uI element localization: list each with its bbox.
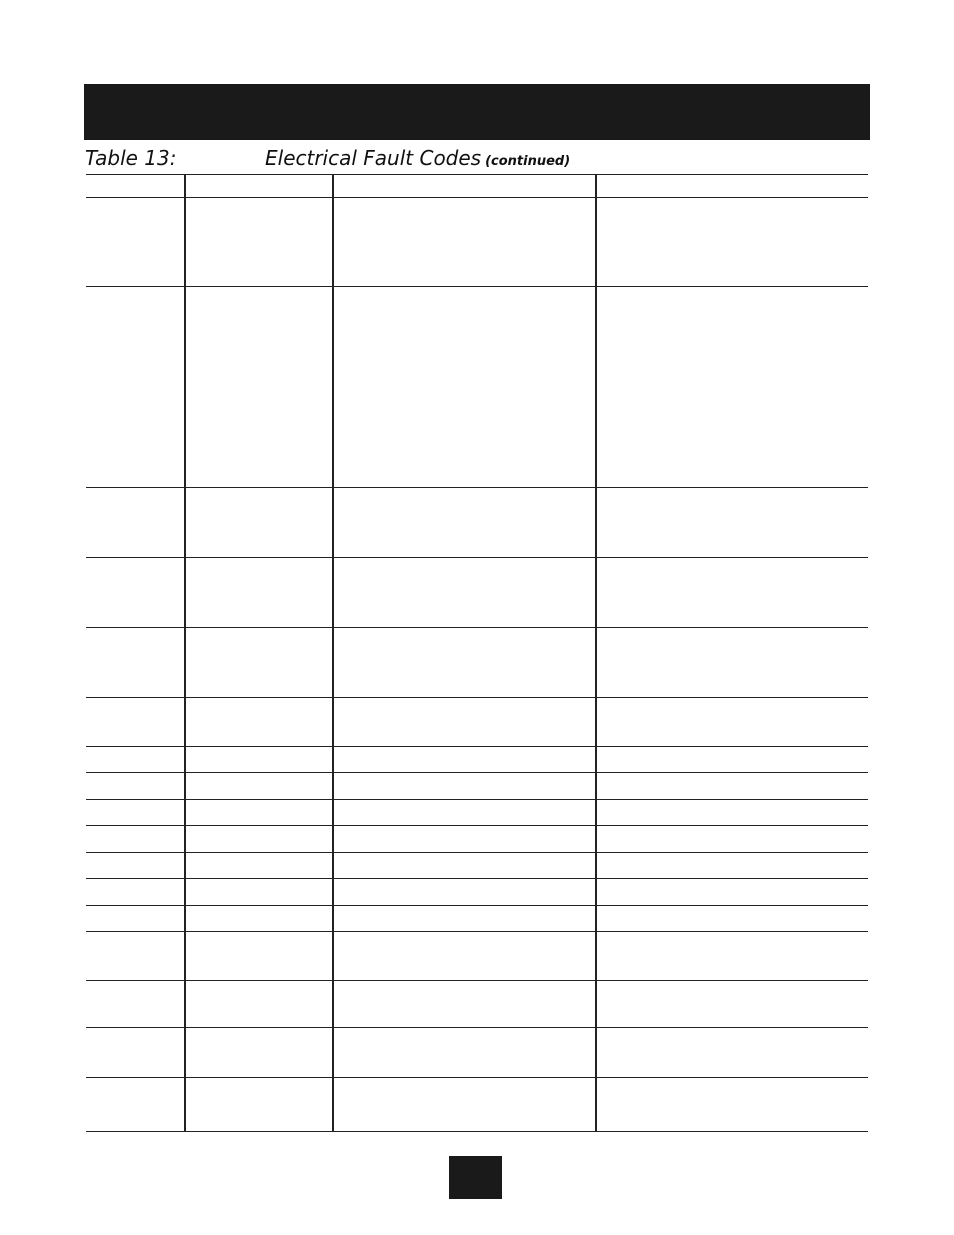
table-cell: [333, 698, 596, 747]
table-cell: [185, 879, 333, 906]
table-cell: [185, 287, 333, 488]
table-cell: [333, 906, 596, 932]
header-cell: [185, 175, 333, 198]
table-cell: [86, 826, 185, 853]
table-cell: [185, 932, 333, 981]
table-cell: [596, 1028, 868, 1078]
table-row: [86, 879, 868, 906]
table-cell: [86, 879, 185, 906]
table-row: [86, 826, 868, 853]
table-cell: [86, 853, 185, 879]
table-cell: [86, 773, 185, 800]
table-cell: [333, 981, 596, 1028]
table-cell: [333, 287, 596, 488]
table-cell: [333, 800, 596, 826]
table-cell: [185, 981, 333, 1028]
table-cell: [86, 558, 185, 628]
table-cell: [333, 853, 596, 879]
table-cell: [86, 1028, 185, 1078]
table-cell: [596, 906, 868, 932]
table-title-note: (continued): [485, 154, 571, 169]
table-cell: [86, 981, 185, 1028]
table-row: [86, 1028, 868, 1078]
table-row: [86, 698, 868, 747]
table-cell: [185, 198, 333, 287]
table-cell: [596, 826, 868, 853]
table-cell: [333, 826, 596, 853]
table-caption: [85, 143, 870, 173]
table-cell: [86, 488, 185, 558]
table-cell: [596, 698, 868, 747]
table-row: [86, 488, 868, 558]
table-cell: [185, 558, 333, 628]
table-cell: [596, 287, 868, 488]
table-cell: [596, 932, 868, 981]
table-cell: [185, 1078, 333, 1132]
table-cell: [333, 1028, 596, 1078]
table-cell: [596, 800, 868, 826]
table-title-text: Electrical Fault Codes: [265, 146, 482, 170]
table-row: [86, 747, 868, 773]
table-cell: [86, 800, 185, 826]
header-cell: [596, 175, 868, 198]
table-row: [86, 287, 868, 488]
table-cell: [333, 932, 596, 981]
table-cell: [86, 198, 185, 287]
table-cell: [596, 773, 868, 800]
table-number: Table 13:: [85, 146, 177, 170]
table-row: [86, 853, 868, 879]
table-cell: [333, 558, 596, 628]
header-cell: [86, 175, 185, 198]
table-cell: [333, 628, 596, 698]
table-title: [265, 146, 570, 170]
table-cell: [185, 1028, 333, 1078]
fault-codes-table: [86, 174, 868, 1132]
table-cell: [86, 698, 185, 747]
table-cell: [185, 628, 333, 698]
table-cell: [596, 981, 868, 1028]
table-cell: [185, 800, 333, 826]
table-cell: [596, 1078, 868, 1132]
table-header-row: [86, 175, 868, 198]
table-row: [86, 198, 868, 287]
table-cell: [596, 747, 868, 773]
table-cell: [333, 488, 596, 558]
table-cell: [86, 932, 185, 981]
table-cell: [333, 773, 596, 800]
table-cell: [185, 906, 333, 932]
table-row: [86, 628, 868, 698]
table-cell: [333, 1078, 596, 1132]
table-cell: [86, 1078, 185, 1132]
table-cell: [596, 628, 868, 698]
table-cell: [596, 879, 868, 906]
table-row: [86, 558, 868, 628]
table-cell: [185, 747, 333, 773]
table-cell: [185, 488, 333, 558]
table-cell: [596, 488, 868, 558]
header-cell: [333, 175, 596, 198]
table-cell: [596, 853, 868, 879]
table-row: [86, 932, 868, 981]
table-cell: [185, 826, 333, 853]
table-cell: [596, 198, 868, 287]
table-cell: [86, 287, 185, 488]
table-cell: [185, 698, 333, 747]
table-row: [86, 981, 868, 1028]
table-cell: [333, 879, 596, 906]
table-cell: [333, 198, 596, 287]
table-cell: [185, 853, 333, 879]
page-number-box: [449, 1156, 502, 1199]
table-cell: [596, 558, 868, 628]
table-row: [86, 1078, 868, 1132]
table-cell: [86, 906, 185, 932]
table-cell: [86, 628, 185, 698]
table-cell: [185, 773, 333, 800]
table-row: [86, 800, 868, 826]
header-bar: [84, 84, 870, 140]
table-cell: [333, 747, 596, 773]
table-row: [86, 773, 868, 800]
table-cell: [86, 747, 185, 773]
table-row: [86, 906, 868, 932]
